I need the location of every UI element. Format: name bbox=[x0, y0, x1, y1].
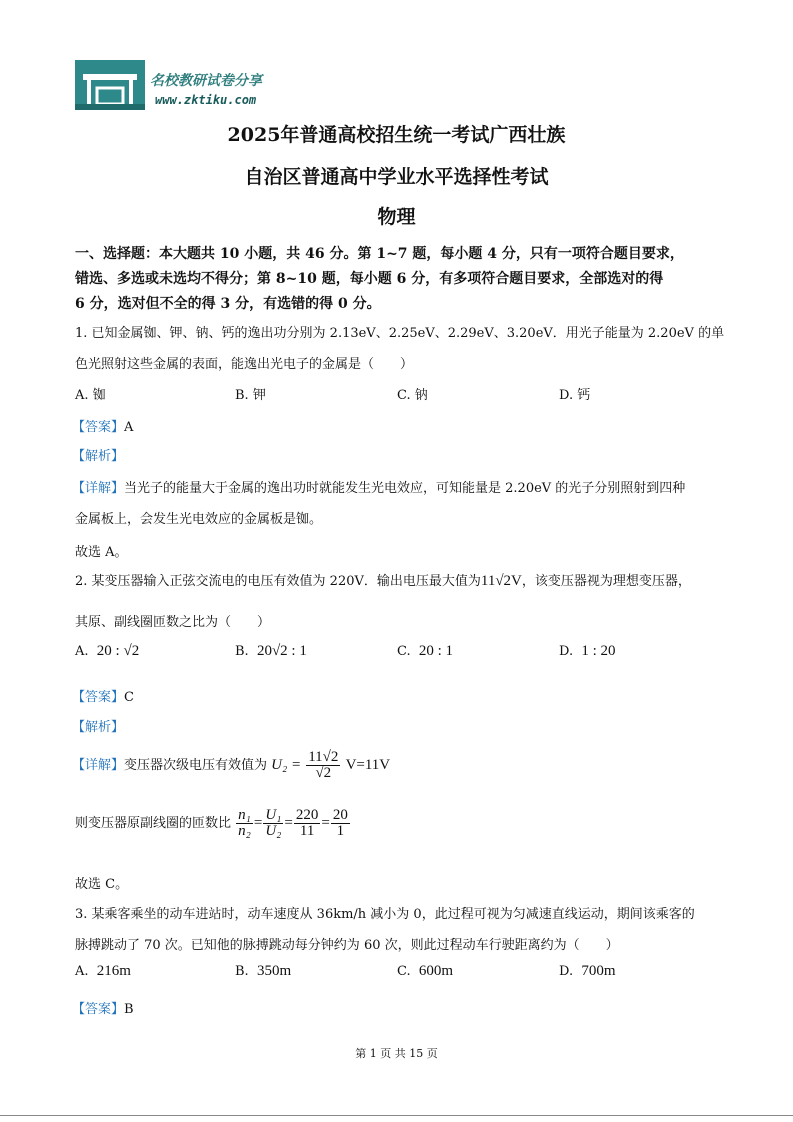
q1-line2: 色光照射这些金属的表面，能逸出光电子的金属是（ ） bbox=[75, 357, 414, 372]
q3-answer bbox=[72, 998, 134, 1017]
q3-line1: 3. 某乘客乘坐的动车进站时，动车速度从 36km/h 减小为 0，此过程可视为匀减速直线运动，期间该乘客的 bbox=[75, 907, 695, 922]
q3-option-d bbox=[559, 963, 616, 980]
logo-mark bbox=[75, 60, 145, 110]
detail-label: 【详解】 bbox=[72, 481, 125, 496]
q2-option-c-letter: C. bbox=[397, 644, 411, 659]
logo-url[interactable]: www.zktiku.com bbox=[155, 93, 257, 107]
logo-name: 名校教研试卷分享 bbox=[150, 73, 262, 89]
q1-answer-value: A bbox=[124, 420, 134, 435]
q2-option-a-value: 20 : √2 bbox=[96, 643, 140, 659]
q2-answer-value: C bbox=[124, 690, 134, 705]
q2-line2: 其原、副线圈匝数之比为（ ） bbox=[75, 615, 271, 630]
q2-eq1-rhs: V=11V bbox=[345, 757, 391, 773]
page-footer: 第 1 页 共 15 页 bbox=[355, 1047, 438, 1060]
answer-label: 【答案】 bbox=[72, 420, 125, 435]
q2-option-b-value: 20√2 : 1 bbox=[256, 643, 307, 659]
q1-detail1-text: 当光子的能量大于金属的逸出功时就能发生光电效应，可知能量是 2.20eV 的光子分别照射到四种 bbox=[124, 481, 686, 496]
q3-line2: 脉搏跳动了 70 次。已知他的脉搏跳动每分钟约为 60 次，则此过程动车行驶距离约为（ ） bbox=[75, 938, 619, 953]
q1-option-a: A. 铷 bbox=[75, 388, 106, 403]
q2-conclusion: 故选 C。 bbox=[75, 877, 129, 892]
q2-ratio-value bbox=[294, 808, 321, 839]
page-bottom-divider bbox=[0, 1115, 793, 1116]
q3-option-b-letter: B. bbox=[235, 964, 249, 979]
q1-analysis-label: 【解析】 bbox=[72, 449, 125, 464]
q2-ratio-num: 220 bbox=[295, 807, 319, 823]
q2-ratio-num2: 20 bbox=[332, 807, 348, 823]
q2-ratio-den2: 1 bbox=[336, 823, 345, 839]
q2-option-d-value: 1 : 20 bbox=[581, 643, 616, 659]
q2-option-b-letter: B. bbox=[235, 644, 249, 659]
q2-option-d-letter: D. bbox=[559, 644, 574, 659]
q3-option-c-letter: C. bbox=[397, 964, 411, 979]
q2-ratio-u bbox=[263, 808, 283, 839]
q2-line1 bbox=[75, 570, 691, 590]
q1-detail1 bbox=[72, 477, 685, 496]
q2-eq1-fraction bbox=[306, 750, 340, 781]
q2-ratio-n2: n₂ bbox=[238, 823, 251, 839]
q2-line1-post: ，该变压器视为理想变压器， bbox=[521, 574, 691, 589]
q1-detail2: 金属板上，会发生光电效应的金属板是铷。 bbox=[75, 512, 323, 527]
q2-detail-eq1 bbox=[72, 750, 390, 781]
q3-option-d-letter: D. bbox=[559, 964, 574, 979]
q2-ratio-n bbox=[236, 808, 253, 839]
q2-ratio-den: 11 bbox=[299, 823, 315, 839]
q2-option-c bbox=[397, 643, 453, 660]
q2-option-a-letter: A. bbox=[75, 644, 89, 659]
answer-label: 【答案】 bbox=[72, 1002, 125, 1017]
detail-label: 【详解】 bbox=[72, 758, 125, 773]
section1-line3: 6 分，选对但不全的得 3 分，有选错的得 0 分。 bbox=[75, 296, 381, 312]
title-subject: 物理 bbox=[377, 206, 416, 228]
q2-answer bbox=[72, 686, 134, 705]
q2-ratio-u2: U₂ bbox=[265, 823, 282, 839]
q2-eq1-lhs: U₂ = bbox=[271, 757, 302, 773]
q2-ratio-u1: U₁ bbox=[265, 807, 282, 823]
q3-option-b-value: 350m bbox=[256, 963, 292, 979]
q2-option-a bbox=[75, 643, 139, 660]
q2-ratio: 则变压器原副线圈的匝数比 $\frac{\text{n₁}}{\text{n₂}}$ = $\frac{\text{U₁}}{\text{U₂}}$ = $\frac{220}{11}$ = $\frac{20}{1}$ bbox=[75, 807, 348, 839]
q3-option-d-value: 700m bbox=[581, 963, 616, 979]
q2-line1-pre: 2. 某变压器输入正弦交流电的电压有效值为 220V．输出电压最大值为 bbox=[75, 574, 481, 589]
answer-label: 【答案】 bbox=[72, 690, 125, 705]
q2-detail-pre: 变压器次级电压有效值为 bbox=[124, 758, 268, 773]
q2-option-b bbox=[235, 643, 307, 660]
q2-eq1-num: 11√2 bbox=[308, 749, 339, 765]
q2-option-c-value: 20 : 1 bbox=[418, 643, 454, 659]
q3-option-b bbox=[235, 963, 291, 980]
q1-line1: 1. 已知金属铷、钾、钠、钙的逸出功分别为 2.13eV、2.25eV、2.29eV、3.20eV．用光子能量为 2.20eV 的单 bbox=[75, 326, 725, 341]
q2-analysis-label: 【解析】 bbox=[72, 720, 125, 735]
section1-line2: 错选、多选或未选均不得分；第 8~10 题，每小题 6 分，有多项符合题目要求，全部选对的得 bbox=[75, 271, 664, 287]
q3-option-c bbox=[397, 963, 453, 980]
section1-line1: 一、选择题：本大题共 10 小题，共 46 分。第 1~7 题，每小题 4 分，只有一项符合题目要求， bbox=[75, 246, 684, 262]
q3-answer-value: B bbox=[124, 1002, 134, 1017]
q2-option-d bbox=[559, 643, 616, 660]
q2-ratio-simplified bbox=[331, 808, 350, 839]
q2-eq1-den: √2 bbox=[315, 765, 332, 781]
q1-option-b: B. 钾 bbox=[235, 388, 266, 403]
q3-option-a-value: 216m bbox=[96, 963, 131, 979]
q3-option-c-value: 600m bbox=[418, 963, 454, 979]
q2-ratio-pre: 则变压器原副线圈的匝数比 bbox=[75, 816, 232, 831]
title-line2: 自治区普通高中学业水平选择性考试 bbox=[244, 166, 549, 188]
q3-option-a bbox=[75, 963, 131, 980]
q1-conclusion: 故选 A。 bbox=[75, 545, 128, 560]
q1-option-d: D. 钙 bbox=[559, 388, 591, 403]
q1-option-c: C. 钠 bbox=[397, 388, 428, 403]
q1-answer bbox=[72, 416, 133, 435]
q2-line1-math: 11√2V bbox=[480, 573, 522, 589]
q2-ratio-n1: n₁ bbox=[238, 807, 251, 823]
q3-option-a-letter: A. bbox=[75, 964, 89, 979]
title-line1: 2025年普通高校招生统一考试广西壮族 bbox=[227, 124, 566, 146]
